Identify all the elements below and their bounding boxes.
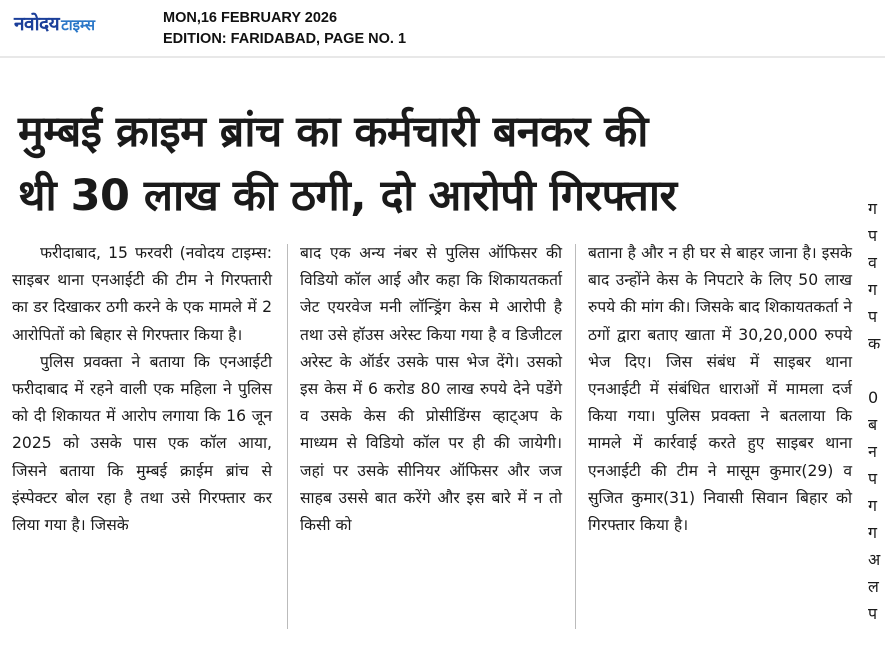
fragment-line: ब	[868, 415, 878, 434]
fragment-line: 0	[868, 388, 879, 407]
fragment-line: प	[868, 469, 878, 488]
fragment-line: प	[868, 226, 878, 245]
fragment-line: न	[868, 442, 877, 461]
fragment-line: प	[868, 604, 878, 623]
article-column-1	[12, 240, 272, 539]
edition-info	[163, 8, 406, 50]
logo-main-text: नवोदय	[14, 13, 60, 35]
fragment-line: ग	[868, 496, 878, 515]
fragment-line: ग	[868, 199, 878, 218]
article-column-3	[588, 240, 852, 539]
paragraph: पुलिस प्रवक्ता ने बताया कि एनआईटी फरीदाबाद में रहने वाली एक महिला ने पुलिस को दी शिकायत में आरोप लगाया कि 16 जून 2025 को उसके पास एक कॉल आया, जिसने बताया कि मुम्बई क्राईम ब्रांच से इंस्पेक्टर बोल रहा है तथा उसे गिरफ्तार कर लिया गया है। जिसके	[12, 352, 272, 535]
edition-page: EDITION: FARIDABAD, PAGE NO. 1	[163, 31, 407, 47]
fragment-line: व	[868, 253, 877, 272]
headline-line-1: मुम्बई क्राइम ब्रांच का कर्मचारी बनकर की	[18, 107, 648, 157]
paragraph: बताना है और न ही घर से बाहर जाना है। इसके बाद उन्होंने केस के निपटारे के लिए 50 लाख रुपये की मांग की। जिसके बाद शिकायतकर्ता ने ठगों द्वारा बताए खाता में 30,20,000 रुपये भेज दिए। जिस संबंध में साइबर थाना एनआईटी में संबंधित धाराओं में मामला दर्ज किया गया। पुलिस प्रवक्ता ने बतलाया कि मामले में कार्रवाई करते हुए साइबर थाना एनआईटी की टीम ने मासूम कुमार(29) व सुजित कुमार(31) निवासी सिवान बिहार को गिरफ्तार किया है।	[588, 244, 852, 535]
page-header	[0, 0, 885, 56]
column-divider	[575, 244, 576, 629]
fragment-line: क	[868, 334, 881, 353]
fragment-line: ग	[868, 523, 878, 542]
fragment-line: प	[868, 307, 878, 326]
paragraph: बाद एक अन्य नंबर से पुलिस ऑफिसर की विडियो कॉल आई और कहा कि शिकायतकर्ता जेट एयरवेज मनी लॉन्ड्रिंग केस मे आरोपी है तथा उसे हॉउस अरेस्ट किया गया है व डिजीटल अरेस्ट के ऑर्डर उसके पास भेज देंगे। उसको इस केस में 6 करोड 80 लाख रुपये देने पडेंगे व उसके केस की प्रोसीडिंग्स व्हाट्अप के माध्यम से विडियो कॉल पर ही की जायेगी। जहां पर उसके सीनियर ऑफिसर और जज साहब उससे बात करेंगे और इस बारे में न तो किसी को	[300, 244, 562, 535]
article-column-2	[300, 240, 562, 539]
column-divider	[287, 244, 288, 629]
adjacent-article-fragment	[868, 195, 885, 645]
publication-date: MON,16 FEBRUARY 2026	[163, 10, 338, 26]
fragment-line	[868, 357, 885, 384]
logo-sub-text: टाइम्स	[61, 16, 95, 34]
fragment-line: ल	[868, 577, 879, 596]
headline-line-2: थी 30 लाख की ठगी, दो आरोपी गिरफ्तार	[18, 171, 677, 221]
fragment-line: ग	[868, 280, 878, 299]
newspaper-logo	[14, 10, 95, 34]
article-headline	[18, 100, 846, 228]
fragment-line: अ	[868, 550, 881, 569]
paragraph: फरीदाबाद, 15 फरवरी (नवोदय टाइम्स: साइबर थाना एनआईटी की टीम ने गिरफ्तारी का डर दिखाकर ठगी करने के एक मामले में 2 आरोपितों को बिहार से गिरफ्तार किया है।	[12, 244, 272, 344]
